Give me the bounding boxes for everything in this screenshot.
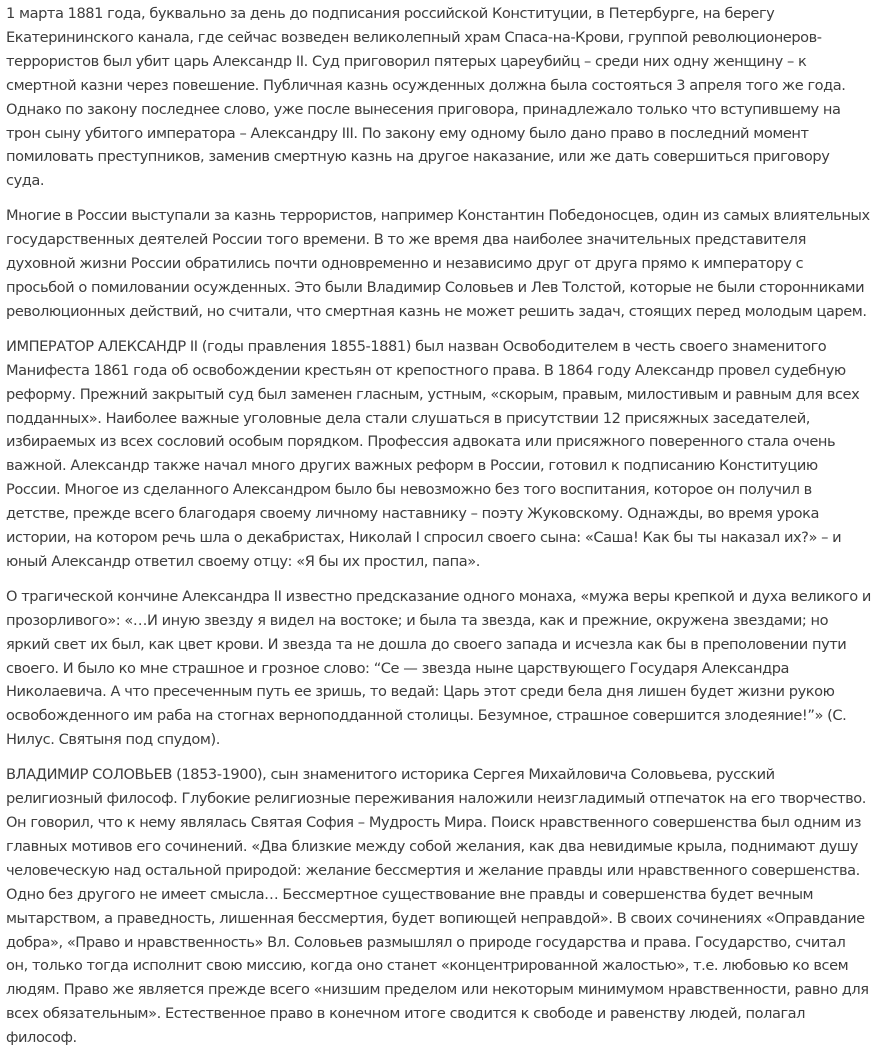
- paragraph-pardon-appeal: Многие в России выступали за казнь террористов, например Константин Победоносцев, один из самых влиятельных государственных деятелей России того времени. В то же время два наиболее значительных представителя духовной жизни России обратились почти одновременно и независимо друг от друга прямо к императору с просьбой о помиловании осужденных. Это были Владимир Соловьев и Лев Толстой, которые не были сторонниками революционных действий, но считали, что смертная казнь не может решить задач, стоящих перед молодым царем.: [6, 207, 870, 320]
- paragraph-vladimir-solovyov: ВЛАДИМИР СОЛОВЬЕВ (1853-1900), сын знаменитого историка Сергея Михайловича Соловьева, русский религиозный философ. Глубокие религиозные переживания наложили неизгладимый отпечаток на его творчество. Он говорил, что к нему являлась Святая София – Мудрость Мира. Поиск нравственного совершенства был одним из главных мотивов его сочинений. «Два близкие между собой желания, как два невидимые крыла, поднимают душу человеческую над остальной природой: желание бессмертия и желание правды или нравственного совершенства. Одно без другого не имеет смысла… Бессмертное существование вне правды и совершенства будет вечным мытарством, а праведность, лишенная бессмертия, будет вопиющей неправдой». В своих сочинениях «Оправдание добра», «Право и нравственность» Вл. Соловьев размышлял о природе государства и права. Государство, считал он, только тогда исполнит свою миссию, когда оно станет «концентрированной жалостью», т.е. любовью ко всем людям. Право же является прежде всего «низшим пределом или некоторым минимумом нравственности, равно для всех обязательным». Естественное право в конечном итоге сводится к свободе и равенству людей, полагал философ.: [6, 766, 869, 1047]
- paragraph-prophecy: О трагической кончине Александра II известно предсказание одного монаха, «мужа веры крепкой и духа великого и прозорливого»: «…И иную звезду я видел на востоке; и была та звезда, как и прежние, окружена звездами; но яркий свет их был, как цвет крови. И звезда та не дошла до своего запада и исчезла как бы в преполовении пути своего. И было ко мне страшное и грозное слово: “Се — звезда ныне царствующего Государя Александра Николаевича. А что пресеченным путь ее зришь, то ведай: Царь этот среди бела дня лишен будет жизни рукою освобожденного им раба на стогнах верноподданной столицы. Безумное, страшное совершится злодеяние!”» (С. Нилус. Святыня под спудом).: [6, 587, 871, 749]
- paragraph-alexander-ii: ИМПЕРАТОР АЛЕКСАНДР II (годы правления 1855-1881) был назван Освободителем в честь своего знаменитого Манифеста 1861 года об освобождении крестьян от крепостного права. В 1864 году Александр провел судебную реформу. Прежний закрытый суд был заменен гласным, устным, «скорым, правым, милостивым и равным для всех подданных». Наиболее важные уголовные дела стали слушаться в присутствии 12 присяжных заседателей, избираемых из всех сословий особым порядком. Профессия адвоката или присяжного поверенного стала очень важной. Александр также начал много других важных реформ в России, готовил к подписанию Конституцию России. Многое из сделанного Александром было бы невозможно без того воспитания, которое он получил в детстве, прежде всего благодаря своему личному наставнику – поэту Жуковскому. Однажды, во время урока истории, на котором речь шла о декабристах, Николай I спросил своего сына: «Саша! Как бы ты наказал их?» – и юный Александр ответил своему отцу: «Я бы их простил, папа».: [6, 337, 860, 570]
- paragraph-assassination: 1 марта 1881 года, буквально за день до подписания российской Конституции, в Петербурге, на берегу Екатерининского канала, где сейчас возведен великолепный храм Спаса-на-Крови, группой революционеров-террористов был убит царь Александр II. Суд приговорил пятерых цареубийц – среди них одну женщину – к смертной казни через повешение. Публичная казнь осужденных должна была состояться 3 апреля того же года. Однако по закону последнее слово, уже после вынесения приговора, принадлежало только что вступившему на трон сыну убитого императора – Александру III. По закону ему одному было дано право в последний момент помиловать преступников, заменив смертную казнь на другое наказание, или же дать совершиться приговору суда.: [6, 5, 846, 190]
